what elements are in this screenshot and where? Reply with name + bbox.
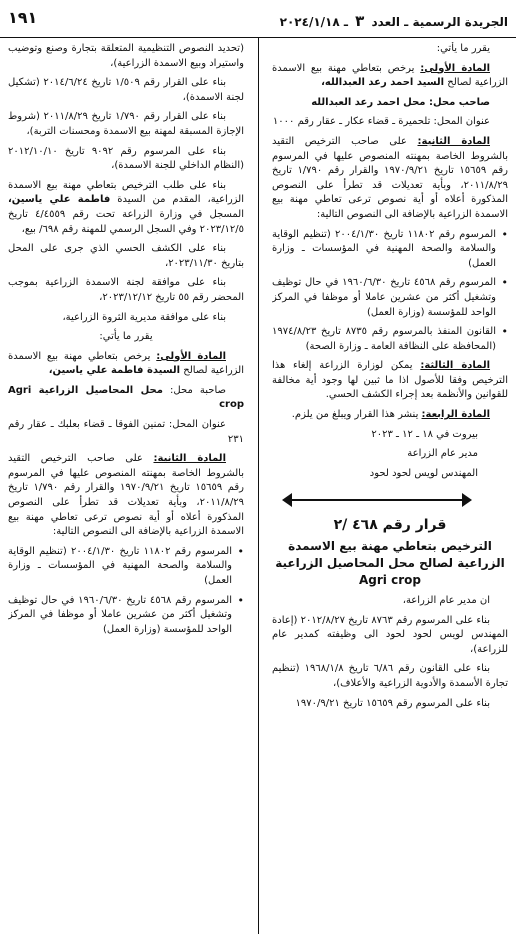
issue-date: ـ ٢٠٢٤/١/١٨ (279, 15, 348, 29)
article-text: ينشر هذا القرار ويبلغ من يلزم. (291, 409, 419, 421)
article-label: المادة الأولى: (156, 350, 226, 362)
article-2 (272, 135, 508, 223)
column-divider (258, 38, 259, 934)
applicant-name: فاطمة علي ياسين، (8, 194, 111, 206)
article-text: يرخص بتعاطي مهنة بيع الاسمدة الزراعية لصالح (272, 62, 508, 89)
decree-number: قرار رقم ٤٦٨ /٢ (333, 517, 447, 534)
legal-basis: بناء على المرسوم رقم ١٥٦٥٩ تاريخ ١٩٧٠/٩/٢١ (295, 697, 490, 709)
article-4 (272, 408, 508, 423)
place-date: بيروت في ١٨ ـ ١٢ ـ ٢٠٢٣ (371, 428, 478, 440)
legal-basis: بناء على القرار رقم ١/٥٠٩ تاريخ ٢٠١٤/٦/٢٤ (تشكيل لجنة الاسمدة)، (8, 77, 244, 103)
article-text: على صاحب الترخيص التقيد بالشروط الخاصة بمهنته المنصوص عليها في المرسوم رقم ١٥٦٥٩ تاريخ ١٩٧٠/٩/٢١ والقرار رقم ١/٧٩٠ تاريخ ٢٠١١/٨/٢٩، وبأية تعديلات قد تطرأ على النصوص المذكورة أعلاه أو أية نصوص ترعى تعاطي مهنة بيع الاسمدة الزراعية بالإضافة الى النصوص التالية: (8, 453, 244, 538)
signer-title: مدير عام الزراعة (407, 448, 478, 460)
article-label: المادة الثانية: (417, 135, 490, 147)
article-text: على صاحب الترخيص التقيد بالشروط الخاصة بمهنته المنصوص عليها في المرسوم رقم ١٥٦٥٩ تاريخ ١٩٧٠/٩/٢١ والقرار رقم ١/٧٩٠ تاريخ ٢٠١١/٨/٢٩، وبأية تعديلات قد تطرأ على النصوص المذكورة أعلاه أو أية نصوص ترعى تعاطي مهنة بيع الاسمدة الزراعية بالإضافة الى النصوص التالية: (272, 135, 508, 220)
legal-basis: بناء على القرار رقم ١/٧٩٠ تاريخ ٢٠١١/٨/٢٩ (شروط الإجازة المسبقة لمهنة بيع الاسمدة ومحسنات التربة)، (8, 111, 244, 137)
list-item: • القانون المنفذ بالمرسوم رقم ٨٧٣٥ تاريخ ١٩٧٤/٨/٢٣ (المحافظة على النظافة العامة ـ وزارة الصحة) (272, 325, 508, 354)
article-text: يرخص بتعاطي مهنة بيع الاسمدة الزراعية لصالح (8, 350, 244, 377)
issue-number: ٣ (355, 12, 365, 30)
shop-address: عنوان المحل: تمنين الفوقا ـ قضاء بعلبك ـ عقار رقم ٢٣١ (8, 419, 244, 445)
list-item: • المرسوم رقم ١١٨٠٢ تاريخ ٢٠٠٤/١/٣٠ (تنظيم الوقاية والسلامة والصحة المهنية في المؤسسات ـ وزارة العمل) (272, 228, 508, 272)
decree-title: الترخيص بتعاطي مهنة بيع الاسمدة الزراعية لصالح محل المحاصيل الزراعية Agri crop (275, 539, 505, 588)
legal-basis: بناء على المرسوم رقم ٨٧٦٣ تاريخ ٢٠١٢/٨/٢٧ (إعادة المهندس لويس لحود لحود الى وظيفته كمدير عام للزراعة)، (272, 614, 508, 655)
basis-text: المسجل في وزارة الزراعة تحت رقم ٤/٤٥٥٩ تاريخ ٢٠٢٣/١٢/٥ وفي السجل الرسمي للمهنة رقم ٦٩٨/ بيع، (8, 208, 244, 235)
page-header (0, 0, 516, 38)
basis-text: بناء على طلب الترخيص بتعاطي مهنة بيع الاسمدة الزراعية، المقدم من السيدة (8, 179, 244, 206)
article-1 (8, 350, 244, 379)
shop-owner: صاحب محل: محل احمد رعد العبدالله (311, 96, 490, 108)
list-item: • المرسوم رقم ٤٥٦٨ تاريخ ١٩٦٠/٦/٣٠ في حال توظيف وتشغيل أكثر من عشرين عاملا أو موظفا في المركز الواحد للمؤسسة (وزارة العمل) (8, 594, 244, 638)
page-number: ١٩١ (8, 8, 38, 27)
authority-line: ان مدير عام الزراعة، (402, 595, 490, 607)
legal-basis: بناء على القانون رقم ٦/٨٦ تاريخ ١٩٦٨/١/٨ (تنظيم تجارة الأسمدة والأدوية الزراعية والأعلاف)، (272, 663, 508, 689)
legal-basis (8, 179, 244, 237)
list-item: • المرسوم رقم ١١٨٠٢ تاريخ ٢٠٠٤/١/٣٠ (تنظيم الوقاية والسلامة والصحة المهنية في المؤسسات ـ وزارة العمل) (8, 545, 244, 589)
right-column (272, 42, 508, 716)
article-label: المادة الرابعة: (421, 409, 490, 421)
shop-owner (8, 384, 244, 413)
article-label: المادة الأولى: (420, 62, 490, 74)
signer-name: المهندس لويس لحود لحود (369, 467, 478, 479)
article-2 (8, 452, 244, 540)
list-item: • المرسوم رقم ٤٥٦٨ تاريخ ١٩٦٠/٦/٣٠ في حال توظيف وتشغيل أكثر من عشرين عاملا أو موظفا في المركز الواحد للمؤسسة (وزارة العمل) (272, 276, 508, 320)
article-3 (272, 359, 508, 403)
arrow-tail-icon (462, 493, 472, 507)
article-label: المادة الثانية: (153, 453, 226, 465)
owner-label: صاحبة محل: (170, 384, 227, 396)
legal-basis-continued: (تحديد النصوص التنظيمية المتعلقة بتجارة وصنع وتوضيب واستيراد وبيع الاسمدة الزراعية)، (8, 43, 244, 69)
shop-address: عنوان المحل: تلحميرة ـ قضاء عكار ـ عقار رقم ١٠٠٠ (272, 116, 490, 128)
legal-basis: بناء على الكشف الحسي الذي جرى على المحل بتاريخ ٢٠٢٣/١١/٣٠، (8, 243, 244, 269)
article-text: يمكن لوزارة الزراعة إلغاء هذا الترخيص وفقا للأصول اذا ما ثبين لها وجود أية مخالفة للقوانين والأنظمة بعد إجراء الكشف الحسي. (272, 360, 508, 401)
legal-basis: بناء على موافقة مديرية الثروة الزراعية، (62, 311, 226, 323)
owner-shop-name: محل المحاصيل الزراعية Agri crop (8, 384, 244, 411)
licensee-name: السيدة فاطمة علي ياسين، (48, 365, 181, 377)
separator-arrow (272, 486, 508, 514)
legal-basis: بناء على موافقة لجنة الاسمدة الزراعية بموجب المحضر رقم ٥٥ تاريخ ٢٠٢٣/١٢/١٢، (8, 277, 244, 303)
left-column (8, 42, 244, 642)
gazette-name: الجريدة الرسمية ـ العدد (371, 15, 508, 29)
legal-basis: بناء على المرسوم رقم ٩٠٩٢ تاريخ ٢٠١٢/١٠/١٠ (النظام الداخلي للجنة الاسمدة)، (8, 145, 244, 172)
arrow-shaft (290, 499, 464, 501)
article-label: المادة الثالثة: (420, 360, 491, 372)
gazette-title (280, 12, 508, 30)
licensee-name: السيد احمد رعد العبدالله، (321, 77, 445, 89)
decides-heading: يقرر ما يأتي: (436, 43, 490, 54)
decides-heading: يقرر ما يأتي: (99, 331, 153, 343)
article-1 (272, 62, 508, 91)
